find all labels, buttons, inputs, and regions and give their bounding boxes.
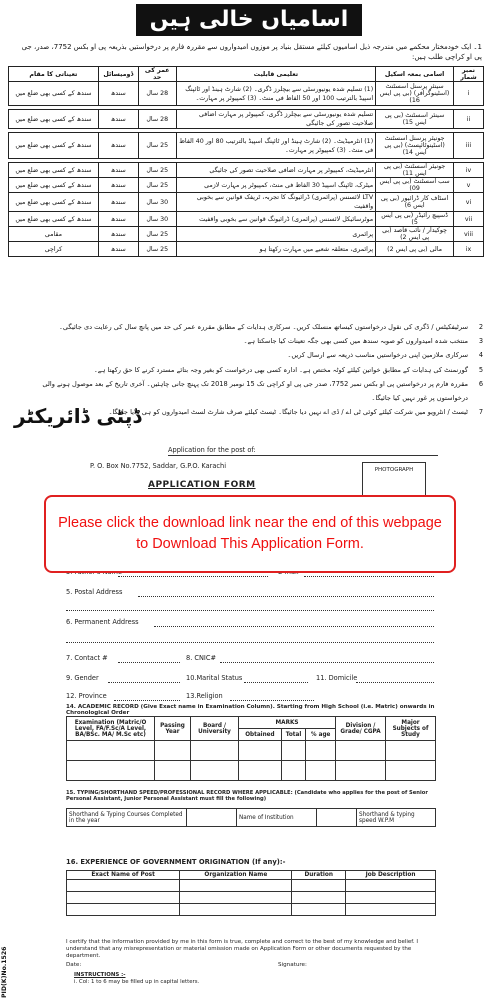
cell-age: 25 سال: [138, 227, 176, 242]
gender-label: 9. Gender: [66, 674, 99, 682]
cell-age: 30 سال: [138, 212, 176, 227]
jobs-header-row: [9, 67, 484, 82]
cell-age: 28 سال: [138, 82, 176, 106]
acad-col-marks: MARKS: [239, 717, 336, 729]
cell-qualification: پرائمری: [176, 227, 375, 242]
exp-col-org: Organization Name: [180, 871, 292, 880]
signature-deputy-director: ڈپٹی ڈائریکٹر: [14, 404, 142, 428]
intro-number: 1: [477, 43, 482, 51]
note-text: سرٹیفکیٹس / ڈگری کی نقول درخواستوں کیساتھ منسلک کریں۔ سرکاری ہدایات کے مطابق مقررہ عمر کی حد میں پانچ سال کی رعایت دی جائیگی۔: [58, 323, 468, 331]
cell-post: ڈسپیچ رائیڈر (بی پی ایس 5): [376, 212, 454, 227]
date-label: Date:: [66, 962, 82, 968]
table-row: [9, 242, 484, 257]
cell-station: کراچی: [9, 242, 99, 257]
cell-age: 28 سال: [138, 110, 176, 129]
cell-post: سینئر پرسنل اسسٹنٹ (اسٹینوگرافر) (بی پی ایس 16): [376, 82, 454, 106]
exp-empty-row: [67, 892, 436, 904]
apply-for-line: Application for the post of:: [168, 446, 438, 456]
typing-col-institution: Name of Institution: [237, 809, 317, 827]
table-row: [9, 193, 484, 212]
domicile-label: 11. Domicile: [316, 674, 358, 682]
instructions-heading: INSTRUCTIONS :-: [74, 972, 126, 978]
province-line: [114, 700, 180, 701]
exp-empty-row: [67, 904, 436, 916]
religion-line: [230, 700, 314, 701]
note-text: سرکاری ملازمین اپنی درخواستیں مناسب ذریعہ سے ارسال کریں۔: [287, 351, 468, 360]
note-number: 2: [478, 323, 484, 331]
cell-qualification: انٹرمیڈیٹ، کمپیوٹر پر مہارت اضافی صلاحیت تصور کی جائیگی: [176, 163, 375, 178]
table-row: [9, 82, 484, 106]
col-post: اسامی بمعہ اسکیل: [376, 67, 454, 82]
exp-col-duration: Duration: [292, 871, 346, 880]
cell-age: 25 سال: [138, 163, 176, 178]
typing-record-table: [66, 808, 436, 827]
cell-post: سب اسسٹنٹ (بی پی ایس 09): [376, 178, 454, 193]
cell-domicile: سندھ: [98, 242, 138, 257]
acad-empty-row: [67, 761, 436, 781]
download-notice-banner[interactable]: [44, 495, 456, 573]
cell-qualification: (1) تسلیم شدہ یونیورسٹی سے بیچلرز ڈگری۔ (2) شارٹ ہینڈ اور ٹائپنگ اسپیڈ بالترتیب 100 اور 50 الفاظ فی منٹ۔ (3) کمپیوٹر پر مہارت۔: [176, 82, 375, 106]
table-row: [9, 110, 484, 129]
cell-station: سندھ کے کسی بھی ضلع میں: [9, 178, 99, 193]
cell-no: ix: [454, 242, 484, 257]
domicile-line: [356, 682, 434, 683]
cell-station: سندھ کے کسی بھی ضلع میں: [9, 163, 99, 178]
intro-text: ایک خودمختار محکمے میں مندرجہ ذیل اسامیوں کیلئے مستقل بنیاد پر موزوں امیدواروں سے مقررہ فارم پر درخواستیں بذریعہ پی او بکس 7752، صدر، جی پی او کراچی طلب ہیں:: [21, 43, 482, 61]
intro-paragraph: 1۔ ایک خودمختار محکمے میں مندرجہ ذیل اسامیوں کیلئے مستقل بنیاد پر موزوں امیدواروں سے مقررہ فارم پر درخواستیں بذریعہ پی او بکس 7752، صدر، جی پی او کراچی طلب ہیں:: [21, 43, 482, 61]
note-item: [10, 348, 486, 362]
cell-post: اسٹاف کار ڈرائیور (بی پی ایس 6): [376, 193, 454, 212]
typing-record-heading: 15. TYPING/SHORTHAND SPEED/PROFESSIONAL RECORD WHERE APPLICABLE: (Candidate who applies for the post of Senior Personal Assistant, Junior Personal Assistant must fill the following): [66, 790, 428, 802]
religion-label: 13.Religion: [186, 692, 223, 700]
cell-domicile: سندھ: [98, 163, 138, 178]
acad-col-year: Passing Year: [155, 717, 191, 741]
cell-qualification: پرائمری، متعلقہ شعبے میں مہارت رکھتا ہو: [176, 242, 375, 257]
note-number: 5: [478, 365, 484, 374]
pid-reference: PID(K)No.1526: [1, 946, 8, 998]
academic-record-heading: 14. ACADEMIC RECORD (Give Exact name in Examination Column). Starting from High School (i.e. Matric) onwards in Chronological Order: [66, 704, 435, 716]
instruction-item: i. Col: 1 to 6 may be filled up in capital letters.: [74, 979, 200, 985]
cell-no: vi: [454, 193, 484, 212]
cell-no: i: [454, 82, 484, 106]
jobs-table: [8, 66, 484, 257]
postal-address-label: 5. Postal Address: [66, 588, 123, 596]
table-row: [9, 227, 484, 242]
cell-age: 25 سال: [138, 178, 176, 193]
email-line: [304, 576, 434, 577]
cell-no: ii: [454, 110, 484, 129]
acad-col-subjects: Major Subjects of Study: [386, 717, 436, 741]
acad-col-total: Total: [281, 729, 306, 741]
cell-qualification: موٹرسائیکل لائسنس (پرائمری) ڈرائیونگ قوانین سے بخوبی واقفیت: [176, 212, 375, 227]
marital-status-line: [244, 682, 308, 683]
cell-age: 30 سال: [138, 193, 176, 212]
po-box-address: P. O. Box No.7752, Saddar, G.P.O. Karachi: [90, 462, 227, 470]
typing-col-speed: Shorthand & typing speed W.P.M: [357, 809, 436, 827]
contact-label: 7. Contact #: [66, 654, 108, 662]
note-number: 4: [478, 351, 484, 360]
cell-station: سندھ کے کسی بھی ضلع میں: [9, 110, 99, 129]
instructions: [74, 972, 434, 986]
note-item: [10, 334, 486, 348]
cell-station: سندھ کے کسی بھی ضلع میں: [9, 193, 99, 212]
cell-station: مقامی: [9, 227, 99, 242]
acad-col-obtained: Obtained: [239, 729, 282, 741]
cell-domicile: سندھ: [98, 193, 138, 212]
cell-domicile: سندھ: [98, 82, 138, 106]
table-row: [9, 212, 484, 227]
experience-heading: 16. EXPERIENCE OF GOVERNMENT ORIGINATION (If any):-: [66, 858, 286, 866]
cell-no: v: [454, 178, 484, 193]
note-number: 7: [478, 408, 484, 417]
postal-address-line: [138, 596, 434, 597]
note-text: ٹیسٹ / انٹرویو میں شرکت کیلئے کوئی ٹی اے / ڈی اے نہیں دیا جائیگا۔ ٹیسٹ کیلئے صرف شارٹ لسٹ امیدواروں کو ہی بلایا جائیگا۔: [108, 408, 468, 417]
table-row: [9, 133, 484, 159]
postal-address-line-2: [66, 610, 434, 611]
page-title: اسامیاں خالی ہیں: [136, 4, 362, 36]
cell-age: 25 سال: [138, 133, 176, 159]
col-age: عمر کی حد: [138, 67, 176, 82]
note-number: 6: [478, 379, 484, 388]
cell-post: سینئر اسسٹنٹ (بی پی ایس 15): [376, 110, 454, 129]
note-text: منتخب شدہ امیدواروں کو صوبہ سندھ میں کسی بھی جگہ تعینات کیا جاسکتا ہے۔: [243, 337, 468, 346]
note-number: 3: [478, 337, 484, 346]
permanent-address-label: 6. Permanent Address: [66, 618, 139, 626]
cell-qualification: میٹرک، ٹائپنگ اسپیڈ 30 الفاظ فی منٹ، کمپیوٹر پر مہارت لازمی: [176, 178, 375, 193]
cell-qualification: (1) انٹرمیڈیٹ۔ (2) شارٹ ہینڈ اور ٹائپنگ اسپیڈ بالترتیب 80 اور 40 الفاظ فی منٹ۔ (3) کمپیوٹر پر مہارت۔: [176, 133, 375, 159]
gender-line: [108, 682, 180, 683]
acad-col-board: Board / University: [191, 717, 239, 741]
col-qualification: تعلیمی قابلیت: [176, 67, 375, 82]
cell-no: viii: [454, 227, 484, 242]
cell-post: جونیئر اسسٹنٹ (بی پی ایس 11): [376, 163, 454, 178]
cell-domicile: سندھ: [98, 110, 138, 129]
acad-empty-row: [67, 741, 436, 761]
cell-domicile: سندھ: [98, 178, 138, 193]
cell-no: vii: [454, 212, 484, 227]
cell-no: iii: [454, 133, 484, 159]
col-domicile: ڈومیسائل: [98, 67, 138, 82]
province-label: 12. Province: [66, 692, 107, 700]
note-text: مقررہ فارم پر درخواستیں پی او بکس نمبر 7752، صدر جی پی او کراچی تک 15 نومبر 2018 تک پہنچ جانی چاہئیں۔ آخری تاریخ کے بعد موصول ہونے والی درخواستوں پر غور نہیں کیا جائیگا۔: [42, 379, 468, 403]
col-number: نمبر شمار: [454, 67, 484, 82]
signature-label: Signature:: [278, 962, 307, 968]
typing-col-course: Shorthand & Typing Courses Completed in the year: [67, 809, 187, 827]
permanent-address-line: [154, 626, 434, 627]
exp-col-post: Exact Name of Post: [67, 871, 180, 880]
cell-station: سندھ کے کسی بھی ضلع میں: [9, 133, 99, 159]
cell-domicile: سندھ: [98, 227, 138, 242]
col-station: تعیناتی کا مقام: [9, 67, 99, 82]
marital-status-label: 10.Marital Status: [186, 674, 243, 682]
form-title: APPLICATION FORM: [148, 480, 256, 490]
cnic-line: [220, 662, 434, 663]
download-notice-text: Please click the download link near the end of this webpage to Download This Application Form.: [58, 515, 442, 552]
cell-post: چوکیدار / نائب قاصد (بی پی ایس 2): [376, 227, 454, 242]
exp-col-description: Job Description: [346, 871, 436, 880]
acad-col-percent: % age: [306, 729, 336, 741]
cell-post: مالی (بی پی ایس 2): [376, 242, 454, 257]
note-text: گورنمنٹ کی ہدایات کے مطابق خواتین کیلئے کوٹہ مختص ہے۔ ادارہ کسی بھی درخواست کو بغیر وجہ بتائے مسترد کرنے کا حق رکھتا ہے۔: [93, 365, 468, 374]
table-row: [9, 163, 484, 178]
acad-col-exam: Examination (Matric/O Level, FA/F.Sc/A Level, BA/BSc. MA/ M.Sc etc): [67, 717, 155, 741]
cell-no: iv: [454, 163, 484, 178]
cnic-label: 8. CNIC#: [186, 654, 216, 662]
certification-text: I certify that the information provided by me in this form is true, complete and correct to the best of my knowledge and belief. I understand that any misrepresentation or material omission made on Application Form or other documents requested by the department.: [66, 939, 418, 959]
note-item: [10, 363, 486, 377]
note-item: [10, 320, 486, 334]
father-name-line: [118, 576, 268, 577]
cell-domicile: سندھ: [98, 133, 138, 159]
acad-col-division: Division / Grade/ CGPA: [336, 717, 386, 741]
permanent-address-line-2: [66, 642, 434, 643]
cell-station: سندھ کے کسی بھی ضلع میں: [9, 82, 99, 106]
academic-record-table: [66, 716, 436, 781]
cell-qualification: تسلیم شدہ یونیورسٹی سے بیچلرز ڈگری، کمپیوٹر پر مہارت اضافی صلاحیت تصور کی جائیگی: [176, 110, 375, 129]
cell-domicile: سندھ: [98, 212, 138, 227]
photograph-box: PHOTOGRAPH: [362, 462, 426, 534]
contact-line: [118, 662, 180, 663]
cell-age: 25 سال: [138, 242, 176, 257]
cell-qualification: LTV لائسنس (پرائمری) ڈرائیونگ کا تجربہ، ٹریفک قوانین سے بخوبی واقفیت: [176, 193, 375, 212]
cell-post: جونیئر پرسنل اسسٹنٹ (اسٹینوٹائپسٹ) (بی پی ایس 14): [376, 133, 454, 159]
note-item: [10, 377, 486, 405]
experience-table: [66, 870, 436, 916]
table-row: [9, 178, 484, 193]
exp-empty-row: [67, 880, 436, 892]
cell-station: سندھ کے کسی بھی ضلع میں: [9, 212, 99, 227]
